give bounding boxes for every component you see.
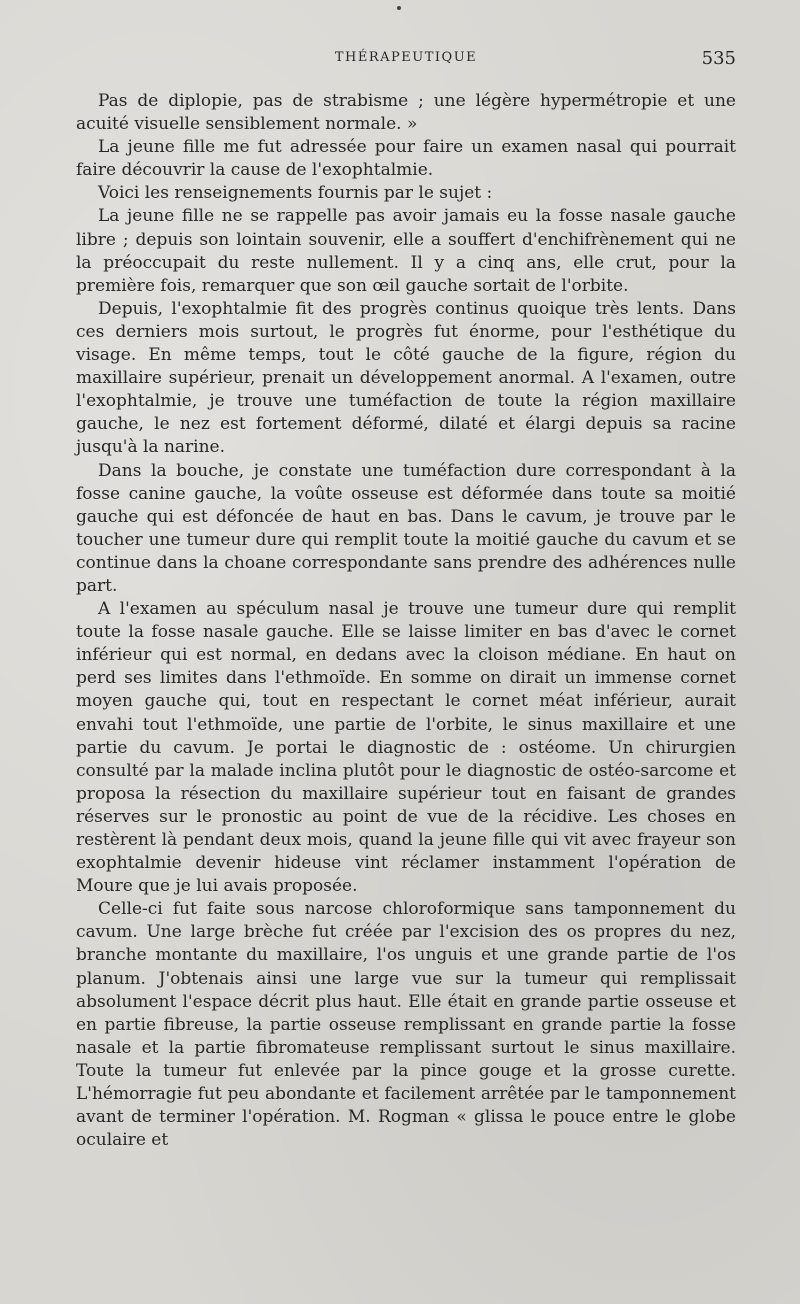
paragraph-1: Pas de diplopie, pas de strabisme ; une légère hypermétropie et une acuité visuelle sensiblement normale. » <box>76 91 736 135</box>
page-number: 535 <box>701 48 736 69</box>
paragraph-7: A l'examen au spéculum nasal je trouve une tumeur dure qui remplit toute la fosse nasale gauche. Elle se laisse limiter en bas d'avec le cornet inférieur qui est normal, en dedans avec la cloison médiane. En haut on perd ses limites dans l'ethmoïde. En somme on dirait un immense cornet moyen gauche qui, tout en respectant le cornet méat inférieur, aurait envahi tout l'ethmoïde, une partie de l'orbite, le sinus maxillaire et une partie du cavum. Je portai le diagnostic de : ostéome. Un chirurgien consulté par la malade inclina plutôt pour le diagnostic de ostéo-sarcome et proposa la résection du maxillaire supérieur tout en faisant de grandes réserves sur le pronostic au point de vue de la récidive. Les choses en restèrent là pendant deux mois, quand la jeune fille qui vit avec frayeur son exophtalmie devenir hideuse vint réclamer instamment l'opération de Moure que je lui avais proposée. <box>76 599 736 897</box>
paragraph-2: La jeune fille me fut adressée pour faire un examen nasal qui pourrait faire découvrir la cause de l'exophtalmie. <box>76 137 736 181</box>
body-text <box>76 90 736 1152</box>
print-speck <box>397 6 401 10</box>
running-title: THÉRAPEUTIQUE <box>334 50 478 65</box>
page-header <box>76 48 736 72</box>
paragraph-6: Dans la bouche, je constate une tuméfaction dure correspondant à la fosse canine gauche, la voûte osseuse est déformée dans toute sa moitié gauche qui est défoncée de haut en bas. Dans le cavum, je trouve par le toucher une tumeur dure qui remplit toute la moitié gauche du cavum et se continue dans la choane correspondante sans prendre des adhérences nulle part. <box>76 460 736 596</box>
paragraph-5: Depuis, l'exophtalmie fit des progrès continus quoique très lents. Dans ces derniers mois surtout, le progrès fut énorme, pour l'esthétique du visage. En même temps, tout le côté gauche de la figure, région du maxillaire supérieur, prenait un développement anormal. A l'examen, outre l'exophtalmie, je trouve une tuméfaction de toute la région maxillaire gauche, le nez est fortement déformé, dilaté et élargi depuis sa racine jusqu'à la narine. <box>76 298 736 458</box>
paragraph-4: La jeune fille ne se rappelle pas avoir jamais eu la fosse nasale gauche libre ; depuis son lointain souvenir, elle a souffert d'enchifrènement qui ne la préoccupait du reste nullement. Il y a cinq ans, elle crut, pour la première fois, remarquer que son œil gauche sortait de l'orbite. <box>76 206 736 296</box>
paragraph-3: Voici les renseignements fournis par le sujet : <box>98 183 493 204</box>
paragraph-8: Celle-ci fut faite sous narcose chloroformique sans tamponnement du cavum. Une large brèche fut créée par l'excision des os propres du nez, branche montante du maxillaire, l'os unguis et une grande partie de l'os planum. J'obtenais ainsi une large vue sur la tumeur qui remplissait absolument l'espace décrit plus haut. Elle était en grande partie osseuse et en partie fibreuse, la partie osseuse remplissant en grande partie la fosse nasale et la partie fibromateuse remplissant surtout le sinus maxillaire. Toute la tumeur fut enlevée par la pince gouge et la grosse curette. L'hémorragie fut peu abondante et facilement arrêtée par le tamponnement avant de terminer l'opération. M. Rogman « glissa le pouce entre le globe oculaire et <box>76 899 736 1151</box>
